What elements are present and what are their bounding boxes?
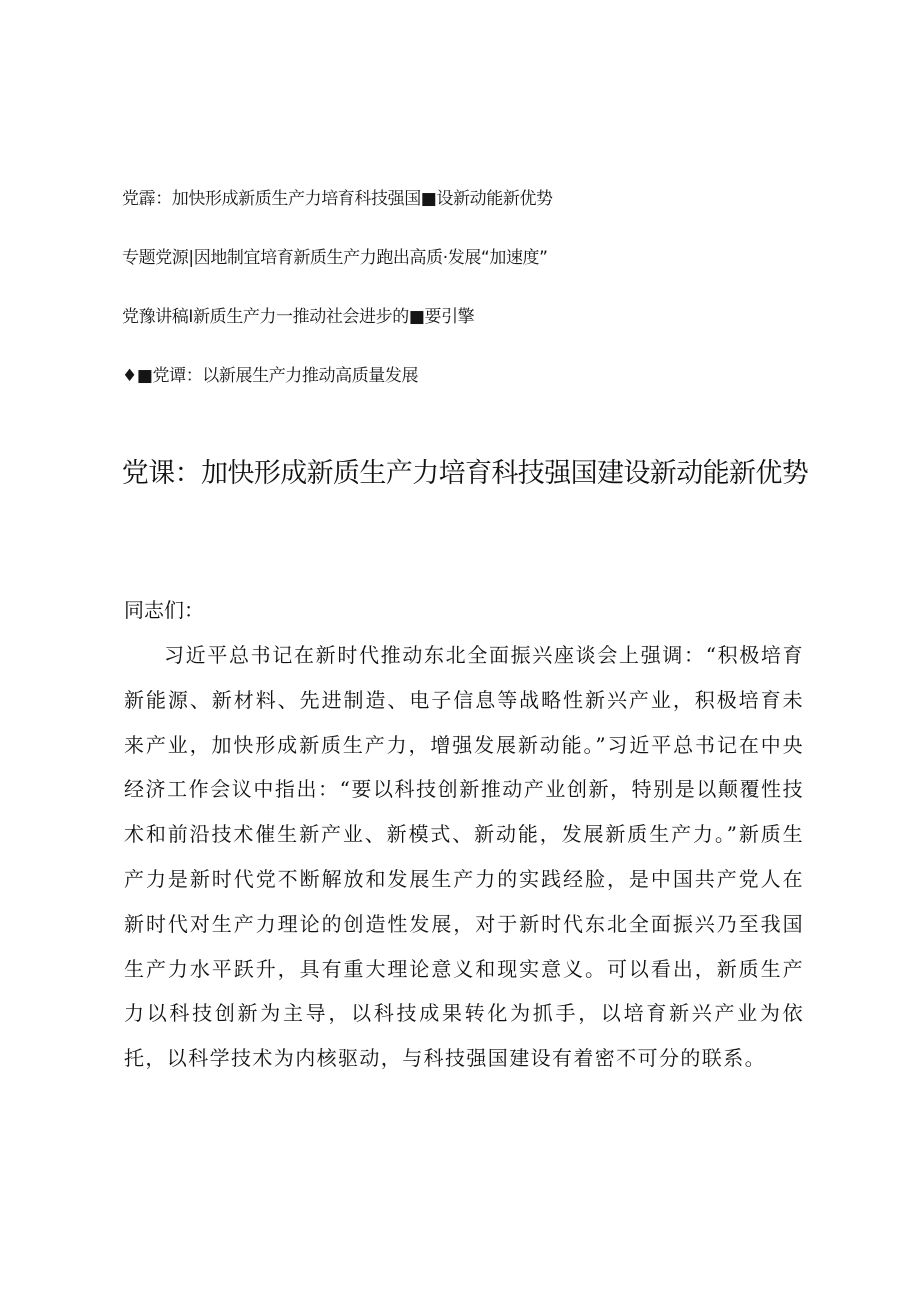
related-article-link[interactable]: 党霹：加快形成新质生产力培育科技强国■设新动能新优势: [122, 189, 553, 209]
article-title: 党课：加快形成新质生产力培育科技强国建设新动能新优势: [121, 458, 809, 489]
related-article-link[interactable]: 党豫讲稿I新质生产力一推动社会进步的■要引擎: [122, 307, 475, 327]
related-article-link[interactable]: ♦■党谭：以新展生产力推动高质量发展: [122, 366, 419, 386]
related-articles-list: [122, 188, 822, 424]
related-article-link[interactable]: 专题党源|因地制宜培育新质生产力跑出高质·发展“加速度”: [122, 248, 548, 268]
body-paragraph: 习近平总书记在新时代推动东北全面振兴座谈会上强调：“积极培育新能源、新材料、先进制造、电子信息等战略性新兴产业，积极培育未来产业，加快形成新质生产力，增强发展新动能。”习近平总书记在中央经济工作会议中指出：“要以科技创新推动产业创新，特别是以颠覆性技术和前沿技术催生新产业、新模式、新动能，发展新质生产力。”新质生产力是新时代党不断解放和发展生产力的实践经脸，是中国共产党人在新时代对生产力理论的创造性发展，对于新时代东北全面振兴乃至我国生产力水平跃升，具有重大理论意义和现实意义。可以看出，新质生产力以科技创新为主导，以科技成果转化为抓手，以培育新兴产业为依托，以科学技术为内核驱动，与科技强国建设有着密不可分的联系。: [124, 643, 804, 1071]
salutation: 同志们：: [124, 598, 204, 622]
